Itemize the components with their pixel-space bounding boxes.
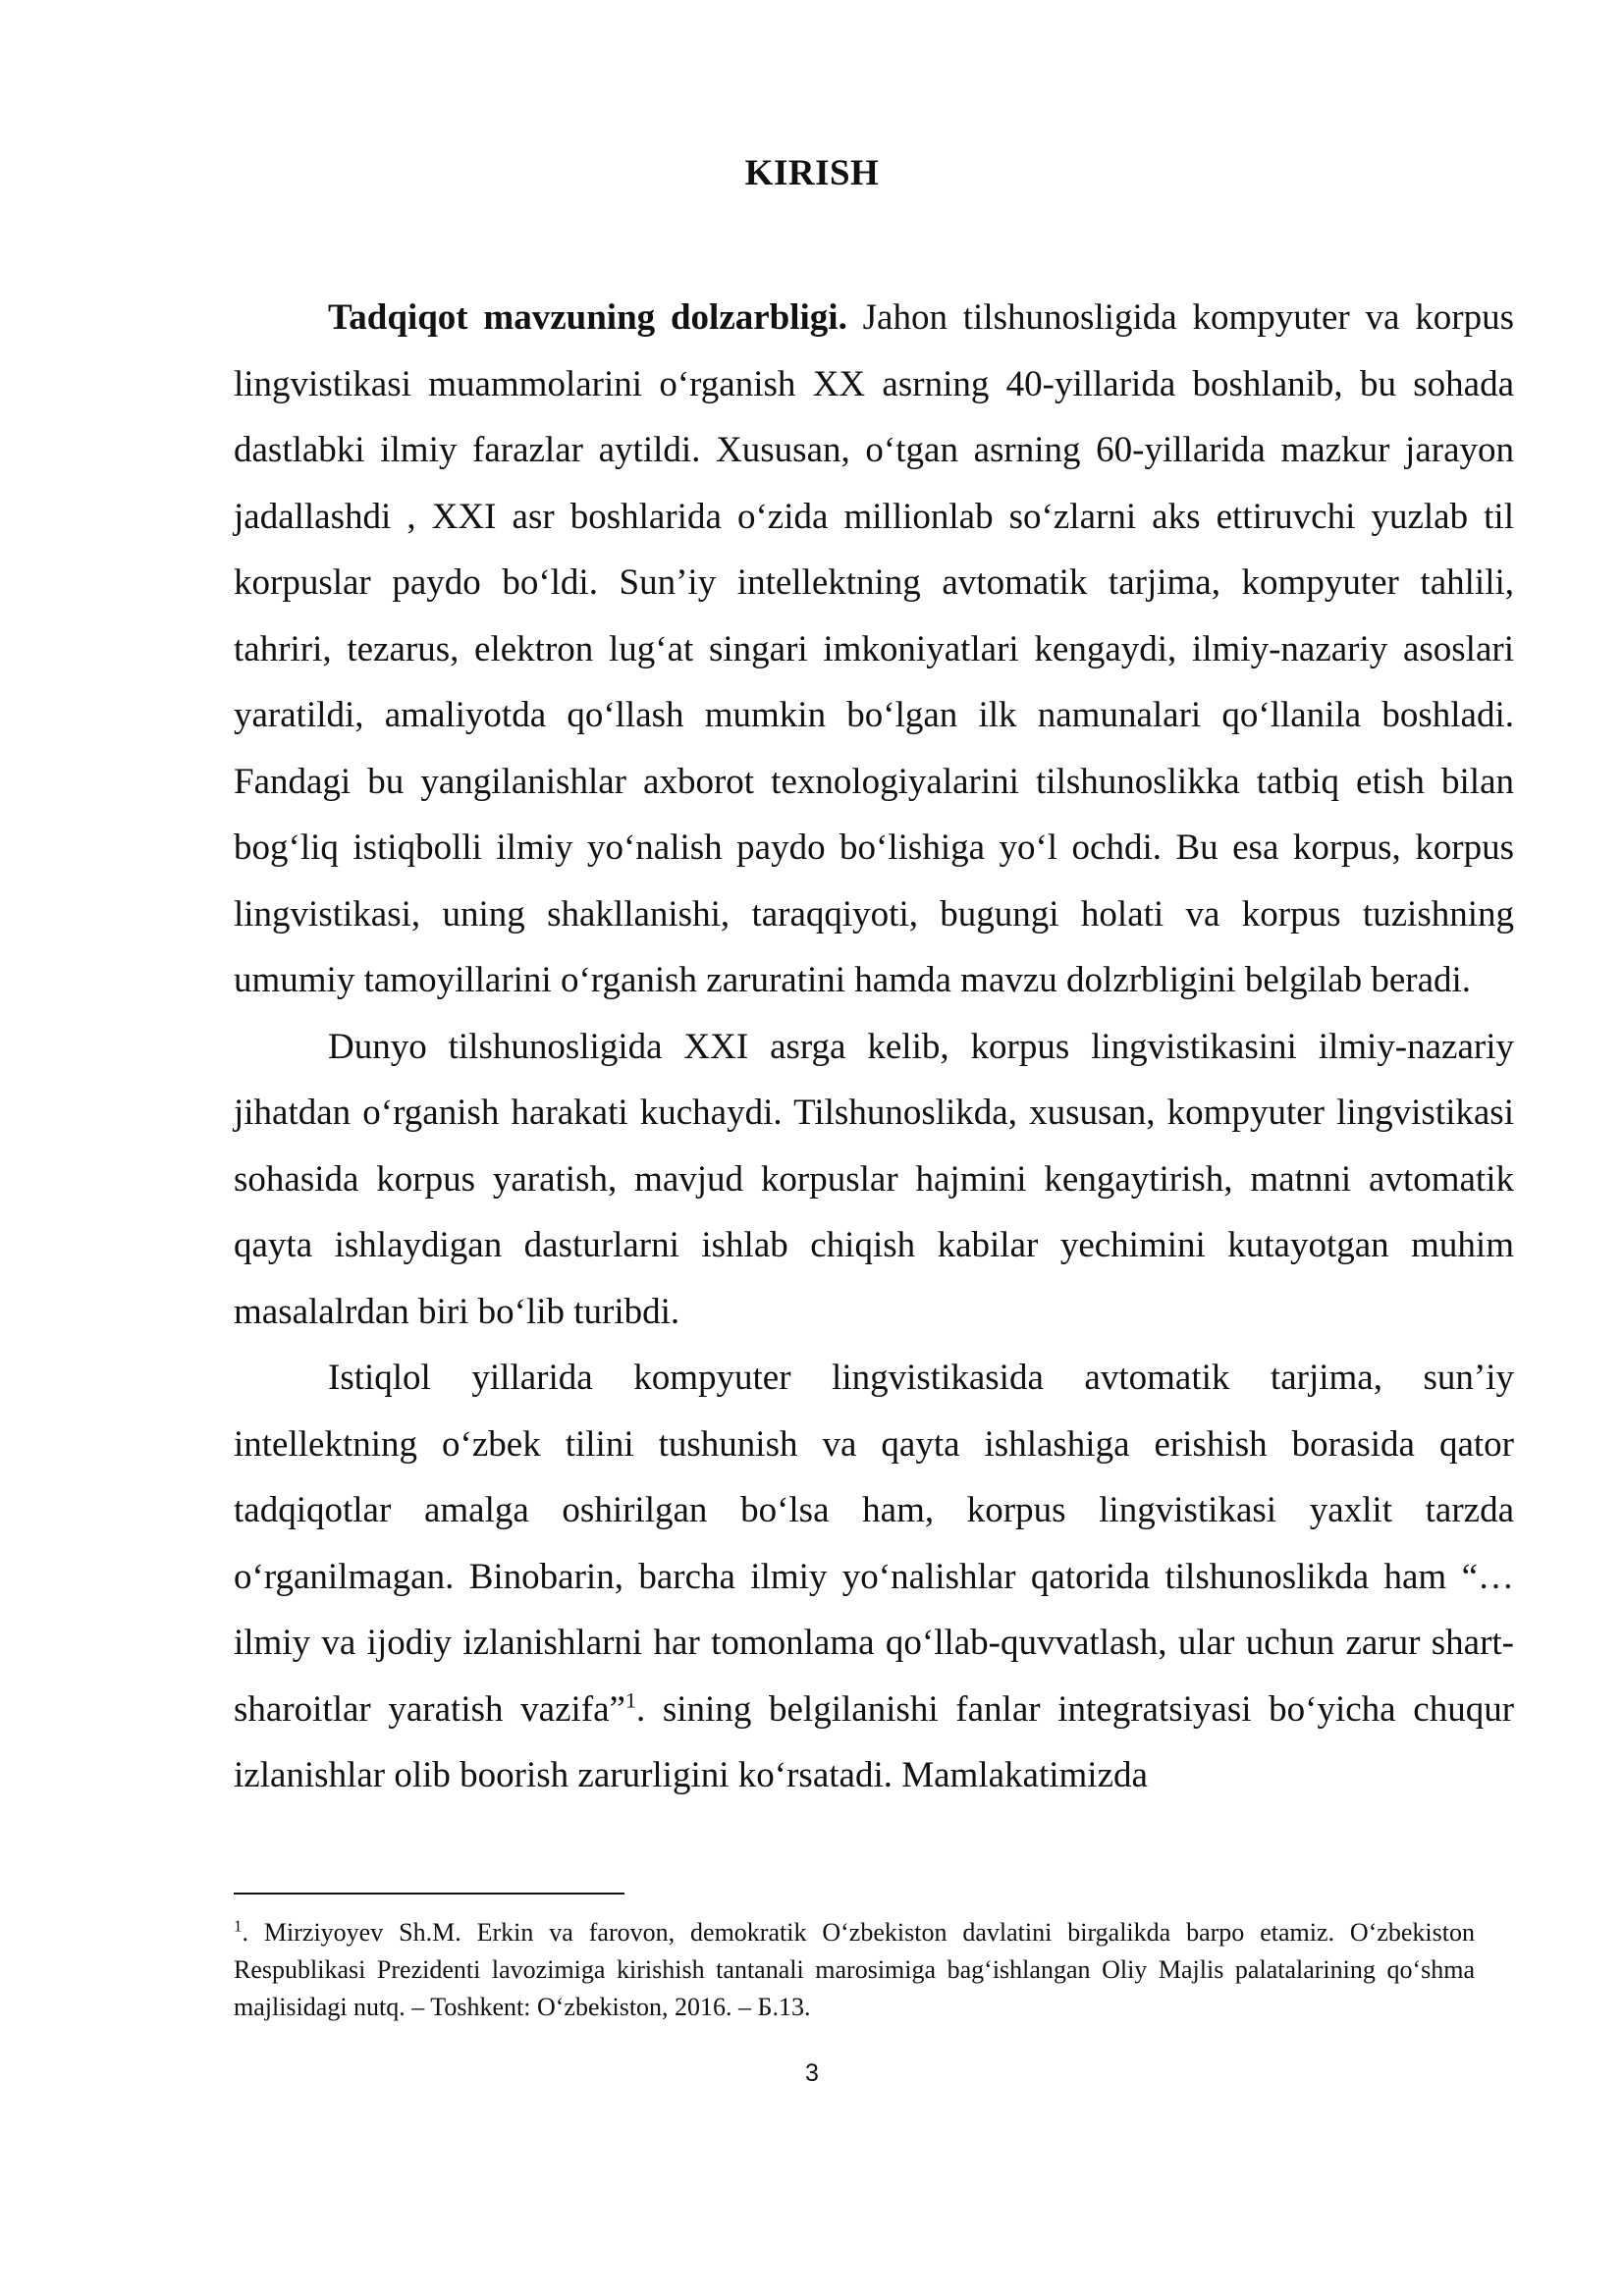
footnote-text: . Mirziyoyev Sh.M. Erkin va farovon, demokratik O‘zbekiston davlatini birgalikda barpo etamiz. O‘zbekiston Respublikasi Prezidenti lavozimiga kirishish tantanali marosimiga bag‘ishlangan Oliy Majlis palatalarining qo‘shma majlisidagi nutq. – Toshkent: O‘zbekiston, 2016. – Б.13.: [234, 1918, 1475, 2021]
footnote-separator: [234, 1893, 624, 1895]
page-title: KIRISH: [744, 153, 880, 193]
paragraph-text: Istiqlol yillarida kompyuter lingvistikasida avtomatik tarjima, sun’iy intellektning o‘zbek tilini tushunish va qayta ishlashiga erishish borasida qator tadqiqotlar amalga oshirilgan bo‘lsa ham, korpus lingvistikasi yaxlit tarzda o‘rganilmagan. Binobarin, barcha ilmiy yo‘nalishlar qatorida tilshunoslikda ham “…ilmiy va ijodiy izlanishlarni har tomonlama qo‘llab-quvvatlash, ular uchun zarur shart-sharoitlar yaratish vazifa”: [234, 1358, 1514, 1730]
main-text: [234, 285, 1514, 1809]
paragraph-text: Dunyo tilshunosligida XXI asrga kelib, korpus lingvistikasini ilmiy-nazariy jihatdan o‘rganish harakati kuchaydi. Tilshunoslikda, xususan, kompyuter lingvistikasi sohasida korpus yaratish, mavjud korpuslar hajmini kengaytirish, matnni avtomatik qayta ishlaydigan dasturlarni ishlab chiqish kabilar yechimini kutayotgan muhim masalalrdan biri bo‘lib turibdi.: [234, 1026, 1514, 1332]
footnote-mark: 1: [234, 1916, 243, 1936]
page-number: 3: [805, 2059, 819, 2087]
footnote: [234, 1914, 1475, 2026]
paragraph-text: . sining belgilanishi fanlar integratsiyasi bo‘yicha chuqur izlanishlar olib boorish zarurligini ko‘rsatadi. Mamlakatimizda: [234, 1688, 1515, 1795]
paragraph-text: Jahon tilshunosligida kompyuter va korpus lingvistikasi muammolarini o‘rganish XX asrning 40-yillarida boshlanib, bu sohada dastlabki ilmiy farazlar aytildi. Xususan, o‘tgan asrning 60-yillarida mazkur jarayon jadallashdi , XXI asr boshlarida o‘zida millionlab so‘zlarni aks ettiruvchi yuzlab til korpuslar paydo bo‘ldi. Sun’iy intellektning avtomatik tarjima, kompyuter tahlili, tahriri, tezarus, elektron lug‘at singari imkoniyatlari kengaydi, ilmiy-nazariy asoslari yaratildi, amaliyotda qo‘llash mumkin bo‘lgan ilk namunalari qo‘llanila boshladi. Fandagi bu yangilanishlar axborot texnologiyalarini tilshunoslikka tatbiq etish bilan bog‘liq istiqbolli ilmiy yo‘nalish paydo bo‘lishiga yo‘l ochdi. Bu esa korpus, korpus lingvistikasi, uning shakllanishi, taraqqiyoti, bugungi holati va korpus tuzishning umumiy tamoyillarini o‘rganish zaruratini hamda mavzu dolzrbligini belgilab beradi.: [234, 297, 1514, 1000]
footnote-reference[interactable]: 1: [624, 1687, 636, 1713]
paragraph-world-linguistics: [234, 1014, 1514, 1346]
paragraph-relevance: [234, 285, 1514, 1014]
paragraph-independence-years: [234, 1345, 1514, 1809]
paragraph-lead: Tadqiqot mavzuning dolzarbligi.: [328, 297, 847, 338]
